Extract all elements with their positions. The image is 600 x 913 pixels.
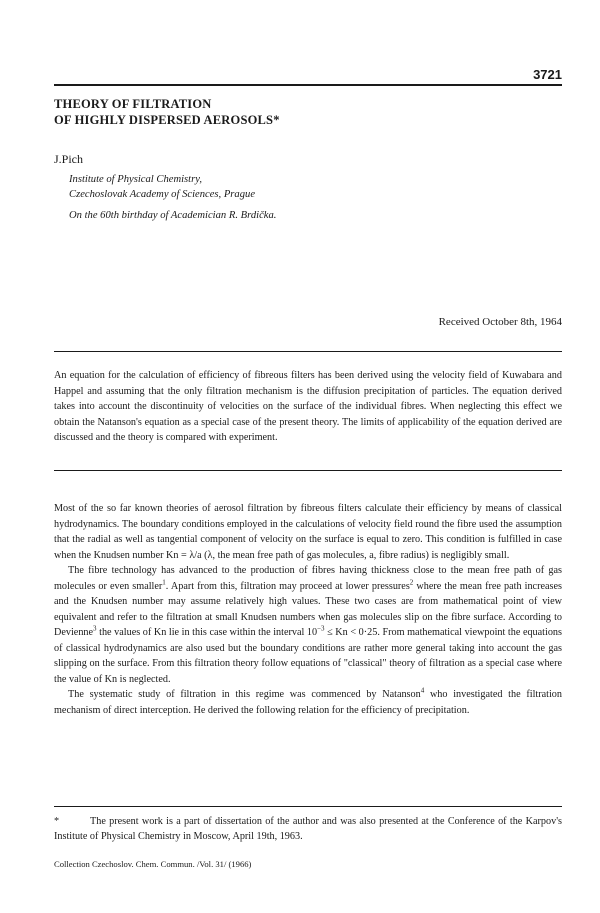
dedication: On the 60th birthday of Academician R. Brdička. [69, 210, 277, 221]
journal-citation: Collection Czechoslov. Chem. Commun. /Vol. 31/ (1966) [54, 859, 252, 869]
author-name: J.Pich [54, 152, 84, 166]
received-date: Received October 8th, 1964 [438, 316, 562, 328]
title-line-2: OF HIGHLY DISPERSED AEROSOLS* [54, 113, 280, 127]
paragraph-2-text-b: . Apart from this, filtration may proceed at lower pressures [165, 580, 410, 592]
reference-1: 1 [162, 578, 166, 587]
footnote-rule [54, 806, 562, 807]
page-number: 3721 [533, 67, 562, 82]
title-line-1: THEORY OF FILTRATION [54, 97, 212, 111]
paragraph-2-text-e: ≤ Kn < 0·25. From mathematical viewpoint the equations of classical hydrodynamics are also used but the boundary conditions are rather more general taking into account the gas slipping on the surface. From this filtration theory follow equations of "classical" theory of filtration as a special case where the value of Kn is neglected. [54, 627, 562, 685]
body-text [54, 501, 562, 718]
abstract-top-rule [54, 351, 562, 352]
abstract-bottom-rule [54, 470, 562, 471]
exponent: −3 [317, 624, 325, 633]
affiliation-line-1: Institute of Physical Chemistry, [69, 174, 202, 185]
article-title [54, 96, 474, 128]
paragraph-3-text-a: The systematic study of filtration in this regime was commenced by Natanson [68, 689, 421, 700]
paragraph-3-text-b: who investigated the filtration mechanism of direct interception. He derived the following relation for the efficiency of precipitation. [54, 689, 562, 716]
abstract: An equation for the calculation of efficiency of fibreous filters has been derived using the velocity field of Kuwabara and Happel and assuming that the only filtration mechanism is the diffusion precipitation of particles. The equation derived takes into account the discontinuity of velocities on the surface of the individual fibres. When neglecting this effect we obtain the Natanson's equation as a special case of the present theory. The limits of applicability of the equation derived are discussed and the theory is compared with experiment. [54, 370, 562, 444]
affiliation-line-2: Czechoslovak Academy of Sciences, Prague [69, 189, 256, 200]
paragraph-2 [54, 563, 562, 687]
author-affiliation [69, 172, 255, 202]
footnote-mark: * [54, 816, 60, 827]
reference-3: 3 [93, 624, 97, 633]
footnote [54, 814, 562, 844]
footnote-text: The present work is a part of dissertation of the author and was also presented at the Conference of the Karpov's Institute of Physical Chemistry in Moscow, April 19th, 1963. [54, 816, 562, 842]
paragraph-2-text-d: the values of Kn lie in this case within the interval 10 [96, 627, 318, 638]
paragraph-2-text-a: The fibre technology has advanced to the production of fibres having thickness close to the mean free path of gas molecules or even smaller [54, 565, 562, 592]
paragraph-3 [54, 687, 562, 718]
paragraph-2-text-c: where the mean free path increases and the Knudsen number may assume relatively high values. These two cases are from mathematical point of view equivalent and refer to the filtration at small Knudsen numbers when gas molecules slip on the fibre surface. According to Devienne [54, 580, 562, 638]
reference-2: 2 [409, 578, 414, 587]
paragraph-1: Most of the so far known theories of aerosol filtration by fibreous filters calculate their efficiency by means of classical hydrodynamics. The boundary conditions employed in the calculations of velocity field round the fibre used the assumption that the radial as well as tangential component of velocity on the surface is equal to zero. This condition is fulfilled in case when the Knudsen number Kn = λ/a (λ, the mean free path of gas molecules, a, fibre radius) is negligibly small. [54, 503, 562, 561]
reference-4: 4 [420, 686, 425, 695]
header-rule [54, 84, 562, 86]
